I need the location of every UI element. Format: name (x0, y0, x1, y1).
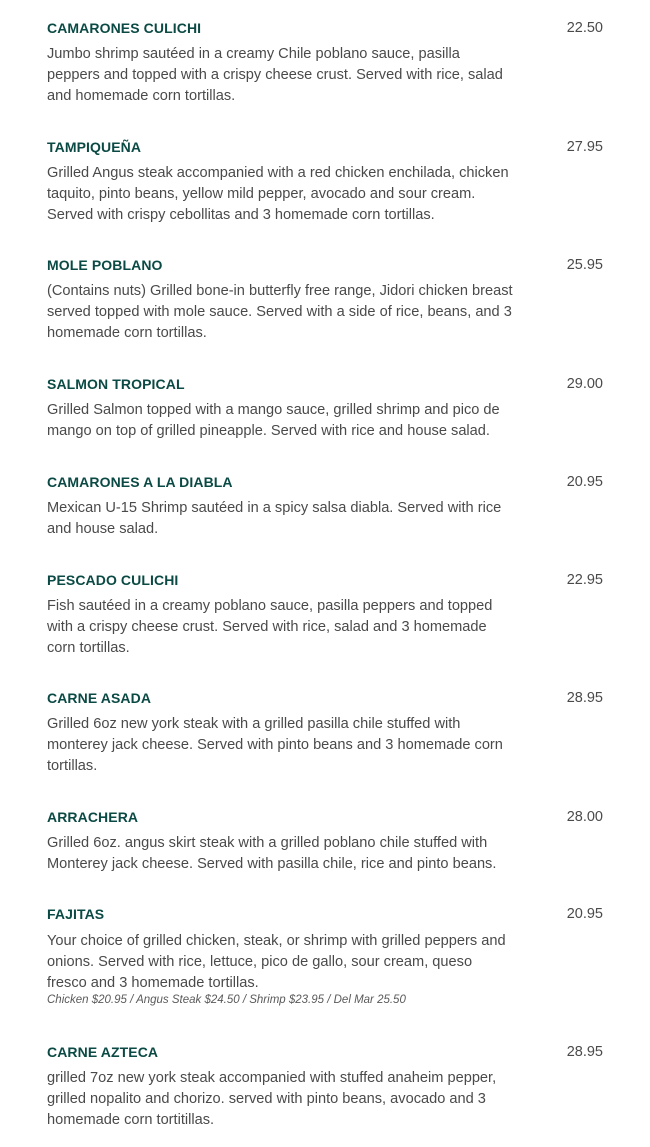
description-line: peppers and topped with a crispy cheese crust. Served with rice, salad (47, 66, 503, 83)
dish-description (47, 596, 562, 658)
dish-price: 28.95 (566, 690, 603, 706)
description-line: Jumbo shrimp sautéed in a creamy Chile poblano sauce, pasilla (47, 46, 460, 62)
dish-description (47, 498, 562, 540)
dish-name: ARRACHERA (47, 809, 139, 825)
dish-name: SALMON TROPICAL (47, 376, 185, 392)
dish-description (47, 281, 562, 343)
dish-name: CARNE AZTECA (47, 1044, 159, 1060)
description-line: taquito, pinto beans, yellow mild pepper, avocado and sour cream. (47, 185, 476, 202)
dish-price: 20.95 (566, 906, 603, 922)
description-line: Fish sautéed in a creamy poblano sauce, pasilla peppers and topped (47, 598, 493, 614)
description-line: monterey jack cheese. Served with pinto beans and 3 homemade corn (47, 736, 503, 753)
description-line: homemade corn tortillas. (47, 324, 207, 341)
description-line: grilled 7oz new york steak accompanied with stuffed anaheim pepper, (47, 1070, 497, 1086)
dish-price: 27.95 (566, 139, 603, 155)
description-line: mango on top of grilled pineapple. Served with rice and house salad. (47, 422, 490, 439)
price-options-note: Chicken $20.95 / Angus Steak $24.50 / Shrimp $23.95 / Del Mar 25.50 (47, 994, 406, 1006)
dish-name: CAMARONES CULICHI (47, 20, 202, 36)
description-line: Grilled Salmon topped with a mango sauce, grilled shrimp and pico de (47, 402, 500, 418)
description-line: (Contains nuts) Grilled bone-in butterfly free range, Jidori chicken breast (47, 283, 513, 299)
description-line: corn tortillas. (47, 639, 130, 656)
dish-price: 20.95 (566, 474, 603, 490)
description-line: Mexican U-15 Shrimp sautéed in a spicy salsa diabla. Served with rice (47, 500, 502, 516)
dish-price: 28.00 (566, 809, 603, 825)
dish-name: MOLE POBLANO (47, 257, 163, 273)
dish-description (47, 400, 562, 442)
description-line: Grilled Angus steak accompanied with a red chicken enchilada, chicken (47, 165, 509, 181)
dish-description (47, 44, 562, 106)
dish-name: FAJITAS (47, 906, 105, 922)
description-line: tortillas. (47, 757, 98, 774)
description-line: with a crispy cheese crust. Served with rice, salad and 3 homemade (47, 618, 487, 635)
description-line: grilled nopalito and chorizo. served with pinto beans, avocado and 3 (47, 1090, 486, 1107)
dish-description (47, 931, 562, 993)
dish-price: 28.95 (566, 1044, 603, 1060)
dish-name: CARNE ASADA (47, 690, 152, 706)
description-line: Grilled 6oz. angus skirt steak with a grilled poblano chile stuffed with (47, 835, 488, 851)
dish-name: TAMPIQUEÑA (47, 139, 142, 155)
description-line: Grilled 6oz new york steak with a grilled pasilla chile stuffed with (47, 716, 461, 732)
description-line: Monterey jack cheese. Served with pasilla chile, rice and pinto beans. (47, 855, 497, 872)
dish-price: 22.95 (566, 572, 603, 588)
description-line: onions. Served with rice, lettuce, pico de gallo, sour cream, queso (47, 953, 473, 970)
description-line: and house salad. (47, 520, 159, 537)
description-line: and homemade corn tortillas. (47, 87, 236, 104)
dish-description (47, 163, 562, 225)
dish-price: 22.50 (566, 20, 603, 36)
dish-name: CAMARONES A LA DIABLA (47, 474, 233, 490)
description-line: Your choice of grilled chicken, steak, or shrimp with grilled peppers and (47, 933, 506, 949)
description-line: homemade corn tortitillas. (47, 1111, 215, 1128)
description-line: served topped with mole sauce. Served with a side of rice, beans, and 3 (47, 303, 512, 320)
description-line: fresco and 3 homemade tortillas. (47, 974, 259, 991)
dish-description (47, 833, 562, 875)
dish-description (47, 1068, 562, 1130)
dish-price: 25.95 (566, 257, 603, 273)
description-line: Served with crispy cebollitas and 3 homemade corn tortillas. (47, 206, 435, 223)
dish-description (47, 714, 562, 776)
dish-name: PESCADO CULICHI (47, 572, 179, 588)
dish-price: 29.00 (566, 376, 603, 392)
